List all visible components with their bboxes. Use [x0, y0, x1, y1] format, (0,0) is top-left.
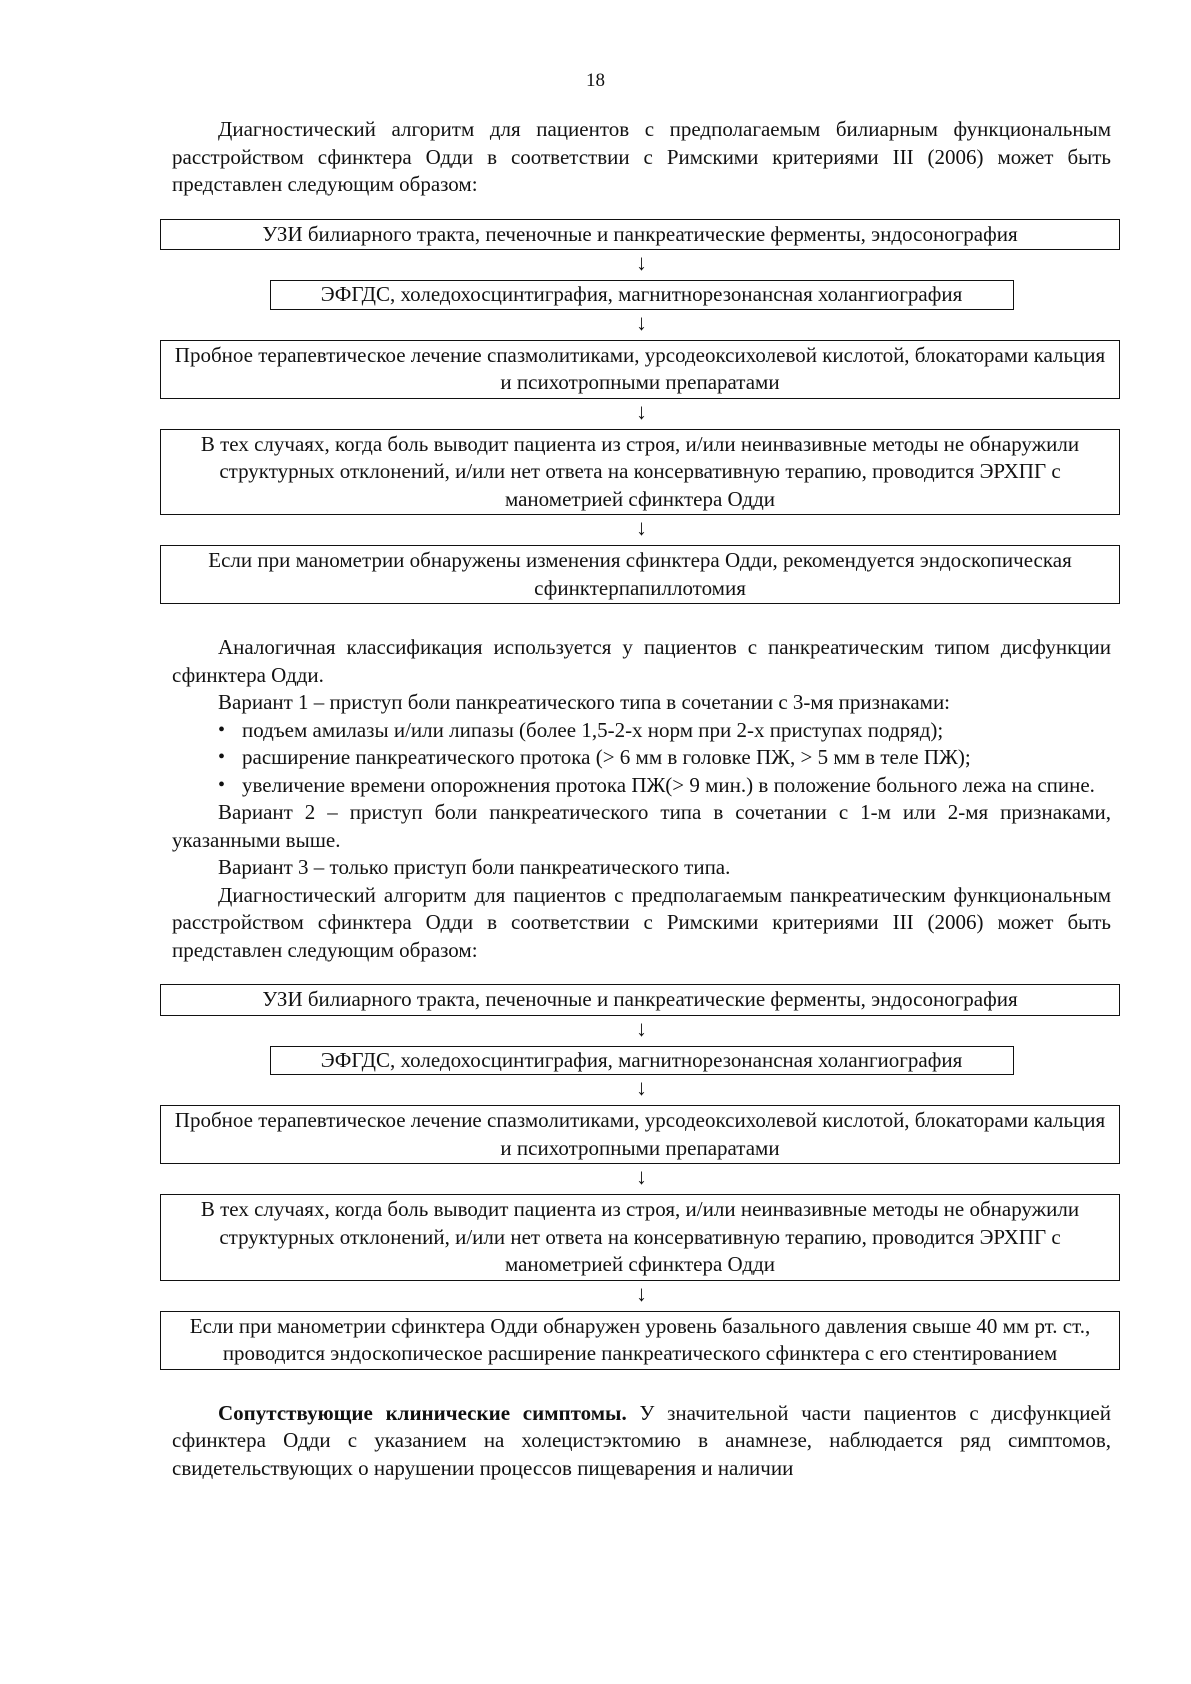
- flow2-step3-box: Пробное терапевтическое лечение спазмолитиками, урсодеоксихолевой кислотой, блокаторами кальция и психотропными препаратами: [160, 1105, 1120, 1164]
- symptoms-text: У значительной части пациентов с дисфункцией сфинктера Одди с указанием на холецистэктомию в анамнезе, наблюдается ряд симптомов, свидетельствующих о нарушении процессов пищеварения и наличии: [172, 1400, 1111, 1480]
- page-number: 18: [586, 70, 605, 91]
- flow1-step5-box: Если при манометрии обнаружены изменения сфинктера Одди, рекомендуется эндоскопическая сфинктерпапиллотомия: [160, 545, 1120, 604]
- flow2-step2-box: ЭФГДС, холедохосцинтиграфия, магнитнорезонансная холангиография: [270, 1046, 1014, 1076]
- flow2-step4-box: В тех случаях, когда боль выводит пациента из строя, и/или неинвазивные методы не обнаружили структурных отклонений, и/или нет ответа на консервативную терапию, проводится ЭРХПГ с манометрией сфинктера Одди: [160, 1194, 1120, 1281]
- flow2-step1-box: УЗИ билиарного тракта, печеночные и панкреатические ферменты, эндосонография: [160, 984, 1120, 1016]
- flow2-step5-box: Если при манометрии сфинктера Одди обнаружен уровень базального давления свыше 40 мм рт. ст., проводится эндоскопическое расширение панкреатического сфинктера с его стентированием: [160, 1311, 1120, 1370]
- arrow-down-icon: ↓: [636, 1075, 647, 1100]
- symptoms-heading: Сопутствующие клинические симптомы.: [218, 1400, 627, 1425]
- arrow-down-icon: ↓: [636, 398, 647, 424]
- flowchart-pancreatic: [172, 984, 1111, 1370]
- symptoms-paragraph: [172, 1400, 1111, 1483]
- flow1-step3-box: Пробное терапевтическое лечение спазмолитиками, урсодеоксихолевой кислотой, блокаторами кальция и психотропными препаратами: [160, 340, 1120, 399]
- analog-paragraph: Аналогичная классификация используется у пациентов с панкреатическим типом дисфункции сфинктера Одди.: [172, 635, 1111, 687]
- page-content: [172, 116, 1111, 1482]
- bullet-icon: •: [218, 773, 226, 796]
- intro-paragraph-pancreatic: Диагностический алгоритм для пациентов с предполагаемым панкреатическим функциональным расстройством сфинктера Одди в соответствии с Римскими критериями III (2006) может быть представлен следующим образом:: [172, 882, 1111, 962]
- flow1-step1-box: УЗИ билиарного тракта, печеночные и панкреатические ферменты, эндосонография: [160, 219, 1120, 251]
- bullet-icon: •: [218, 746, 226, 768]
- arrow-down-icon: ↓: [636, 515, 647, 540]
- list-item: • расширение панкреатического протока (> 6 мм в головке ПЖ, > 5 мм в теле ПЖ);: [172, 744, 1111, 772]
- flow1-step4-box: В тех случаях, когда боль выводит пациента из строя, и/или неинвазивные методы не обнаружили структурных отклонений, и/или нет ответа на консервативную терапию, проводится ЭРХПГ с манометрией сфинктера Одди: [160, 429, 1120, 516]
- arrow-down-icon: ↓: [636, 1280, 647, 1306]
- arrow-down-icon: ↓: [636, 250, 647, 275]
- criteria-list: [172, 717, 1111, 800]
- variant-2: Вариант 2 – приступ боли панкреатического типа в сочетании с 1-м или 2-мя признаками, указанными выше.: [172, 800, 1111, 852]
- variant-1: Вариант 1 – приступ боли панкреатического типа в сочетании с 3-мя признаками:: [218, 690, 951, 714]
- variant-3: Вариант 3 – только приступ боли панкреатического типа.: [218, 855, 731, 879]
- arrow-down-icon: ↓: [636, 1015, 647, 1041]
- intro-paragraph-biliary: Диагностический алгоритм для пациентов с предполагаемым билиарным функциональным расстройством сфинктера Одди в соответствии с Римскими критериями III (2006) может быть представлен следующим образом:: [172, 117, 1111, 196]
- arrow-down-icon: ↓: [636, 309, 647, 335]
- list-item: • увеличение времени опорожнения протока ПЖ(> 9 мин.) в положение больного лежа на спине.: [172, 772, 1111, 800]
- arrow-down-icon: ↓: [636, 1164, 647, 1189]
- flowchart-biliary: [172, 219, 1111, 605]
- bullet-icon: •: [218, 718, 226, 741]
- flow1-step2-box: ЭФГДС, холедохосцинтиграфия, магнитнорезонансная холангиография: [270, 280, 1014, 310]
- list-item: • подъем амилазы и/или липазы (более 1,5-2-х норм при 2-х приступах подряд);: [172, 717, 1111, 745]
